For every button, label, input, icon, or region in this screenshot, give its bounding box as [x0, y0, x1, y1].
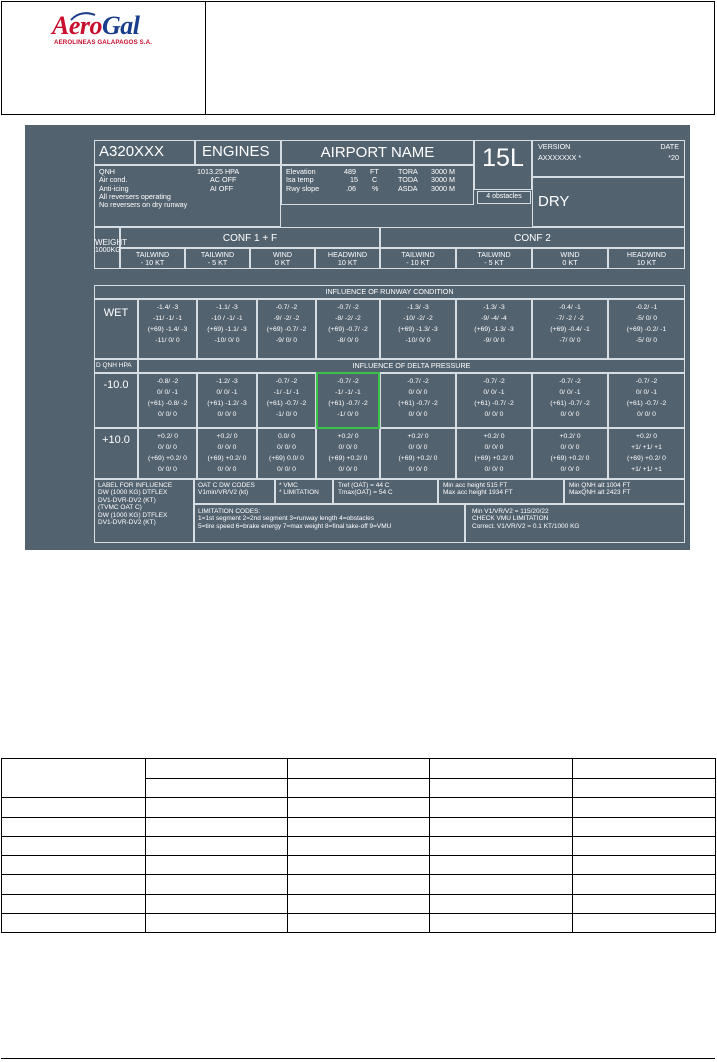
- cell-line: (+69) -0.7/ -2: [328, 325, 368, 333]
- wind-column-name: TAILWIND: [477, 250, 511, 259]
- legend-line: 5=tire speed 6=brake energy 7=max weight 8=final take-off 9=VMU: [198, 522, 392, 530]
- cell-line: +0.2/ 0: [407, 433, 429, 440]
- cell-line: -9/ -2/ -2: [273, 314, 300, 322]
- cell-line: -0.2/ -1: [635, 304, 658, 311]
- plus10-cell: [608, 428, 685, 479]
- table-cell: [288, 894, 430, 913]
- table-row: [2, 894, 716, 913]
- cell-line: (+61) -0.8/ -2: [147, 399, 188, 407]
- version-values: [538, 154, 679, 162]
- cell-line: 0/ 0/ 0: [484, 465, 504, 473]
- legend-line: Min acc height 515 FT: [443, 482, 508, 489]
- legend-line: * VMC: [279, 482, 298, 489]
- cell-line: (+69) +0.2/ 0: [627, 454, 666, 462]
- cell-line: 0/ 0/ 0: [158, 443, 177, 451]
- airport-name: AIRPORT NAME: [320, 144, 435, 161]
- isa-value: 15: [350, 175, 358, 185]
- legend-line: DV1-DVR-DV2 (KT): [98, 496, 156, 504]
- cell-line: (+61) -0.7/ -2: [266, 399, 307, 407]
- table-cell: [430, 856, 573, 875]
- table-row: [2, 836, 716, 855]
- table-cell: [430, 875, 573, 894]
- isa-label: Isa temp: [286, 175, 314, 185]
- qnh-label: QNH: [99, 167, 115, 176]
- cell-line: 0/ 0/ -1: [216, 388, 238, 396]
- legend-line: CHECK VMU LIMITATION: [472, 515, 549, 523]
- table-cell: [573, 875, 716, 894]
- legend-line: OAT C DW CODES: [198, 482, 255, 489]
- version-cell: [532, 140, 685, 177]
- tora-value: 3000 M: [431, 167, 455, 176]
- cell-line: -7/ -2 / -2: [556, 314, 584, 322]
- cell-line: 0/ 0/ 0: [217, 410, 237, 418]
- cell-line: -1.2/ -3: [216, 378, 238, 385]
- wind-column-name: WIND: [272, 250, 293, 259]
- cell-line: (+69) -0.2/ -1: [626, 325, 667, 333]
- table-cell: [2, 817, 146, 836]
- weight-label: WEIGHT: [95, 238, 127, 247]
- cell-line: 0/ 0/ -1: [156, 388, 179, 396]
- minus10-label: -10.0: [94, 373, 138, 428]
- cell-line: 0/ 0/ 0: [338, 443, 358, 451]
- cell-line: -10/ 0/ 0: [214, 336, 240, 344]
- cell-line: (+69) +0.2/ 0: [148, 454, 187, 462]
- cell-line: -0.7/ -2: [337, 378, 359, 385]
- cell-line: (+61) -0.7/ -2: [550, 399, 590, 407]
- table-cell: [2, 856, 146, 875]
- cell-line: 0/ 0/ 0: [277, 443, 296, 451]
- cell-line: -1/ -1/ -1: [335, 388, 361, 396]
- version-value: AXXXXXXX *: [538, 153, 582, 163]
- cell-line: (+69) -1.4/ -3: [147, 325, 188, 333]
- cell-line: -9/ -4/ -4: [481, 314, 507, 322]
- table-cell: [430, 798, 573, 817]
- legend-line: DV1-DVR-DV2 (KT): [98, 519, 156, 527]
- logo-subtitle: AEROLINEAS GALAPAGOS S.A.: [54, 39, 152, 46]
- table-cell: [288, 779, 430, 798]
- cell-line: 0/ 0/ 0: [637, 410, 656, 418]
- table-cell: [288, 875, 430, 894]
- wind-column-value: 10 KT: [337, 258, 358, 268]
- cell-line: (+69) +0.2/ 0: [550, 454, 590, 462]
- cell-line: 0/ 0/ 0: [408, 388, 428, 396]
- cell-line: 0/ 0/ -1: [559, 388, 581, 396]
- cell-line: -9/ 0/ 0: [483, 336, 505, 344]
- cell-line: -5/ 0/ 0: [635, 314, 658, 322]
- legend-line: (TVMC OAT C): [98, 504, 142, 512]
- cell-line: 0/ 0/ 0: [560, 443, 580, 451]
- legend-labels: [94, 479, 194, 543]
- cell-line: (+69) -0.4/ -1: [550, 325, 590, 333]
- table-row: [2, 798, 716, 817]
- cell-line: 0/ 0/ 0: [560, 465, 580, 473]
- cell-line: -0.7/ -2: [407, 378, 429, 385]
- cell-line: -10 / -1/ -1: [211, 314, 243, 322]
- wind-column-name: HEADWIND: [626, 250, 667, 259]
- toda-value: 3000 M: [431, 175, 455, 185]
- wet-cell: [380, 299, 456, 359]
- document-header: [1, 1, 715, 115]
- legend-line: V1min/VR/V2 (kt): [198, 489, 249, 497]
- cell-line: -0.7/ -2: [635, 378, 658, 385]
- table-cell: [2, 914, 146, 933]
- table-cell: [573, 759, 716, 779]
- cell-line: 0/ 0/ 0: [338, 465, 358, 473]
- cell-line: 0.0/ 0: [277, 433, 295, 440]
- elevation-value: 489: [344, 167, 356, 176]
- cell-line: 0/ 0/ 0: [484, 443, 504, 451]
- cell-line: -1.4/ -3: [156, 304, 179, 311]
- table-cell: [2, 836, 146, 855]
- cell-line: (+69) 0.0/ 0: [269, 454, 304, 462]
- table-cell: [2, 875, 146, 894]
- table-cell: [146, 759, 288, 779]
- version-header: [538, 143, 679, 151]
- wind-column-name: HEADWIND: [327, 250, 368, 259]
- cell-line: 0/ 0/ 0: [277, 465, 296, 473]
- minus10-cell: [138, 373, 197, 428]
- cell-line: 0/ 0/ 0: [408, 443, 428, 451]
- airport-params-block: [281, 165, 474, 205]
- legend-line: Tref (OAT) = 44 C: [338, 482, 390, 489]
- table-cell: [288, 914, 430, 933]
- blank-table: [1, 758, 716, 933]
- engines-label: ENGINES: [202, 143, 270, 160]
- legend-line: Tmax(OAT) = 54 C: [338, 489, 393, 497]
- plus10-cell: [456, 428, 532, 479]
- cell-line: (+69) -1.3/ -3: [474, 325, 514, 333]
- cell-line: -0.7/ -2: [559, 378, 581, 385]
- table-cell: [146, 875, 288, 894]
- cell-line: -1/ 0/ 0: [337, 410, 359, 418]
- table-row: [2, 875, 716, 894]
- cell-line: -0.8/ -2: [156, 378, 179, 385]
- wet-label: WET: [94, 299, 138, 359]
- cell-line: 0/ 0/ 0: [217, 443, 237, 451]
- minus10-cell: [380, 373, 456, 428]
- cell-line: 0/ 0/ 0: [560, 410, 580, 418]
- wet-cell: [138, 299, 197, 359]
- table-cell: [146, 836, 288, 855]
- wet-cell: [608, 299, 685, 359]
- cell-line: -1.1/ -3: [216, 304, 238, 311]
- cell-line: +0.2/ 0: [337, 433, 359, 440]
- legend-vmu: [465, 504, 685, 543]
- wind-column-value: - 5 KT: [484, 258, 504, 268]
- table-cell: [146, 856, 288, 875]
- slope-unit: %: [372, 183, 379, 193]
- wind-column-header: [185, 248, 250, 269]
- cell-line: (+69) +0.2/ 0: [328, 454, 368, 462]
- cell-line: -1.3/ -3: [483, 304, 505, 311]
- antiice-label: Anti-icing: [99, 183, 129, 193]
- legend-codes: [194, 479, 275, 504]
- version-label: VERSION: [538, 142, 571, 151]
- slope-row: [286, 185, 469, 193]
- cell-line: 0/ 0/ 0: [408, 410, 428, 418]
- asda-value: 3000 M: [431, 183, 455, 193]
- cell-line: (+61) -0.7/ -2: [398, 399, 438, 407]
- date-value: *20: [668, 153, 679, 163]
- cell-line: 0/ 0/ 0: [158, 465, 177, 473]
- table-cell: [146, 798, 288, 817]
- asda-label: ASDA: [398, 183, 418, 193]
- airport-name-cell: [281, 140, 474, 165]
- table-cell: [288, 759, 430, 779]
- runway-cell: [474, 140, 532, 190]
- table-cell: [146, 817, 288, 836]
- wet-cell: [197, 299, 257, 359]
- wind-column-value: 10 KT: [636, 258, 657, 268]
- cell-line: -1/ 0/ 0: [275, 410, 298, 418]
- cell-line: +0.2/ 0: [559, 433, 581, 440]
- conf2-header: CONF 2: [380, 227, 685, 248]
- settings-block: [94, 165, 281, 227]
- cell-line: -0.7/ -2: [483, 378, 505, 385]
- wind-column-header: [250, 248, 315, 269]
- obstacles-box: 4 obstacles: [477, 191, 531, 204]
- table-cell: [430, 779, 573, 798]
- cell-line: +1/ +1/ +1: [631, 443, 662, 451]
- table-cell: [573, 836, 716, 855]
- runway-condition-heading: INFLUENCE OF RUNWAY CONDITION: [94, 285, 685, 299]
- table-cell: [288, 817, 430, 836]
- table-row: [2, 856, 716, 875]
- cell-line: -0.7/ -2: [275, 378, 298, 385]
- wind-column-value: - 10 KT: [140, 258, 165, 268]
- slope-label: Rwy slope: [286, 183, 320, 193]
- cell-line: 0/ 0/ -1: [635, 388, 658, 396]
- wind-column-name: WIND: [560, 250, 580, 259]
- legend-line: Min QNH alt 1004 FT: [569, 482, 631, 489]
- wind-column-header: [120, 248, 185, 269]
- plus10-cell: [316, 428, 380, 479]
- table-cell: [288, 856, 430, 875]
- cell-line: -0.4/ -1: [559, 304, 581, 311]
- runway-designator: 15L: [482, 144, 524, 172]
- table-cell: [573, 914, 716, 933]
- cell-line: +0.2/ 0: [483, 433, 505, 440]
- cell-line: (+61) -0.7/ -2: [328, 399, 368, 407]
- minus10-cell: [456, 373, 532, 428]
- legend-line: Max acc height 1934 FT: [443, 489, 513, 497]
- table-cell: [146, 894, 288, 913]
- cell-line: -7/ 0/ 0: [559, 336, 581, 344]
- plus10-cell: [532, 428, 608, 479]
- table-cell: [146, 779, 288, 798]
- cell-line: +1/ +1/ +1: [631, 465, 662, 473]
- legend-acc: [438, 479, 564, 504]
- cell-line: -0.7/ -2: [275, 304, 298, 311]
- wind-column-name: TAILWIND: [200, 250, 235, 259]
- delta-pressure-heading: INFLUENCE OF DELTA PRESSURE: [138, 359, 685, 373]
- table-cell: [430, 759, 573, 779]
- plus10-cell: [257, 428, 316, 479]
- isa-unit: C: [372, 175, 378, 185]
- tora-label: TORA: [398, 167, 418, 176]
- legend-line: Min V1/VR/V2 = 115/20/22: [472, 508, 549, 515]
- cell-line: (+69) +0.2/ 0: [398, 454, 438, 462]
- cell-line: -5/ 0/ 0: [635, 336, 658, 344]
- cell-line: (+69) -0.7/ -2: [266, 325, 307, 333]
- wind-column-header: [315, 248, 380, 269]
- plus10-cell: [380, 428, 456, 479]
- weight-header: [94, 227, 127, 269]
- engines-cell: [195, 140, 281, 165]
- logo-aero: Aero: [52, 11, 102, 40]
- wind-column-header: [380, 248, 456, 269]
- highlight-box: [316, 372, 380, 429]
- aircond-label: Air cond.: [99, 175, 128, 185]
- table-header-row: [2, 759, 716, 779]
- plus10-label: +10.0: [94, 428, 138, 479]
- table-row: [2, 817, 716, 836]
- qnh-value: 1013.25 HPA: [197, 167, 240, 176]
- surface-cell: [532, 177, 685, 227]
- legend-line: LIMITATION CODES:: [198, 508, 261, 515]
- table-cell: [288, 836, 430, 855]
- table-cell: [2, 759, 146, 798]
- minus10-cell: [197, 373, 257, 428]
- wind-column-header: [532, 248, 608, 269]
- elevation-unit: FT: [370, 167, 379, 176]
- cell-line: (+69) +0.2/ 0: [207, 454, 247, 462]
- cell-line: 0/ 0/ 0: [408, 465, 428, 473]
- legend-line: 1=1st segment 2=2nd segment 3=runway length 4=obstacles: [198, 515, 374, 523]
- wet-cell: [257, 299, 316, 359]
- wind-column-header: [608, 248, 685, 269]
- logo-cell: [2, 2, 206, 114]
- table-cell: [430, 817, 573, 836]
- wind-column-header: [456, 248, 532, 269]
- table-cell: [430, 894, 573, 913]
- antiice-value: AI OFF: [210, 183, 234, 193]
- logo-gal: Gal: [102, 11, 140, 40]
- toda-label: TODA: [398, 175, 418, 185]
- noreversers-line: No reversers on dry runway: [99, 200, 188, 210]
- cell-line: (+61) -1.2/ -3: [207, 399, 247, 407]
- table-cell: [288, 798, 430, 817]
- wind-column-name: TAILWIND: [135, 250, 170, 259]
- aircraft-name: A320XXX: [99, 143, 165, 160]
- cell-line: -9/ 0/ 0: [275, 336, 298, 344]
- wind-column-name: TAILWIND: [401, 250, 435, 259]
- logo-wordmark: [52, 11, 140, 41]
- conf1-header: CONF 1 + F: [120, 227, 380, 248]
- legend-line: LABEL FOR INFLUENCE: [98, 482, 173, 489]
- cell-line: +0.2/ 0: [157, 433, 178, 440]
- legend-line: DW (1000 KG) DTFLEX: [98, 511, 168, 519]
- rtow-chart: [25, 125, 690, 550]
- date-label: DATE: [660, 142, 679, 151]
- cell-line: (+69) +0.2/ 0: [474, 454, 514, 462]
- table-cell: [573, 798, 716, 817]
- cell-line: -8/ -2/ -2: [335, 314, 361, 322]
- legend-vmc: [275, 479, 333, 504]
- cell-line: -10/ 0/ 0: [405, 336, 431, 344]
- cell-line: 0/ 0/ -1: [483, 388, 505, 396]
- legend-temps: [333, 479, 438, 504]
- aircraft-cell: [94, 140, 195, 165]
- cell-line: -8/ 0/ 0: [337, 336, 359, 344]
- legend-qnh: [564, 479, 685, 504]
- cell-line: (+69) -1.3/ -3: [398, 325, 438, 333]
- surface-condition: DRY: [538, 193, 570, 210]
- cell-line: 0/ 0/ 0: [484, 410, 504, 418]
- minus10-cell: [532, 373, 608, 428]
- wind-column-value: 0 KT: [274, 258, 291, 268]
- plus10-cell: [197, 428, 257, 479]
- table-cell: [430, 836, 573, 855]
- wet-cell: [456, 299, 532, 359]
- table-cell: [573, 817, 716, 836]
- table-cell: [2, 894, 146, 913]
- table-cell: [573, 856, 716, 875]
- qnh-delta-label: D QNH HPA: [94, 359, 138, 373]
- cell-line: +0.2/ 0: [216, 433, 238, 440]
- cell-line: 0/ 0/ 0: [158, 410, 177, 418]
- table-cell: [146, 914, 288, 933]
- wet-cell: [316, 299, 380, 359]
- slope-value: .06: [346, 183, 356, 193]
- cell-line: -1.3/ -3: [407, 304, 429, 311]
- cell-line: -11/ -1/ -1: [153, 314, 182, 322]
- cell-line: +0.2/ 0: [636, 433, 657, 440]
- table-cell: [573, 894, 716, 913]
- plus10-cell: [138, 428, 197, 479]
- legend-line: MaxQNH alt 2423 FT: [569, 489, 631, 497]
- cell-line: 0/ 0/ 0: [217, 465, 237, 473]
- aircond-value: AC OFF: [210, 175, 237, 185]
- table-cell: [573, 779, 716, 798]
- header-title-area: [206, 2, 714, 114]
- table-row: [2, 914, 716, 933]
- wind-column-value: - 10 KT: [406, 258, 430, 268]
- cell-line: (+69) -1.1/ -3: [207, 325, 247, 333]
- legend-line: Correct. V1/VR/V2 = 0.1 KT/1000 KG: [472, 522, 580, 530]
- table-cell: [2, 798, 146, 817]
- cell-line: -11/ 0/ 0: [155, 336, 180, 344]
- elevation-label: Elevation: [286, 167, 316, 176]
- footer-rule: [1, 1058, 715, 1059]
- cell-line: -1/ -1/ -1: [273, 388, 300, 396]
- weight-unit: 1000KG: [95, 247, 121, 255]
- wind-column-value: - 5 KT: [207, 258, 228, 268]
- wind-column-value: 0 KT: [562, 258, 578, 268]
- cell-line: -10/ -2/ -2: [403, 314, 433, 322]
- wet-cell: [532, 299, 608, 359]
- legend-line: DW (1000 KG) DTFLEX: [98, 489, 168, 497]
- reversers-line: All reversers operating: [99, 191, 171, 201]
- minus10-cell: [257, 373, 316, 428]
- cell-line: -0.7/ -2: [337, 304, 359, 311]
- cell-line: (+61) -0.7/ -2: [626, 399, 667, 407]
- legend-limitation-codes: [194, 504, 465, 543]
- minus10-cell: [608, 373, 685, 428]
- cell-line: (+61) -0.7/ -2: [474, 399, 514, 407]
- table-cell: [430, 914, 573, 933]
- legend-line: * LIMITATION: [279, 489, 319, 497]
